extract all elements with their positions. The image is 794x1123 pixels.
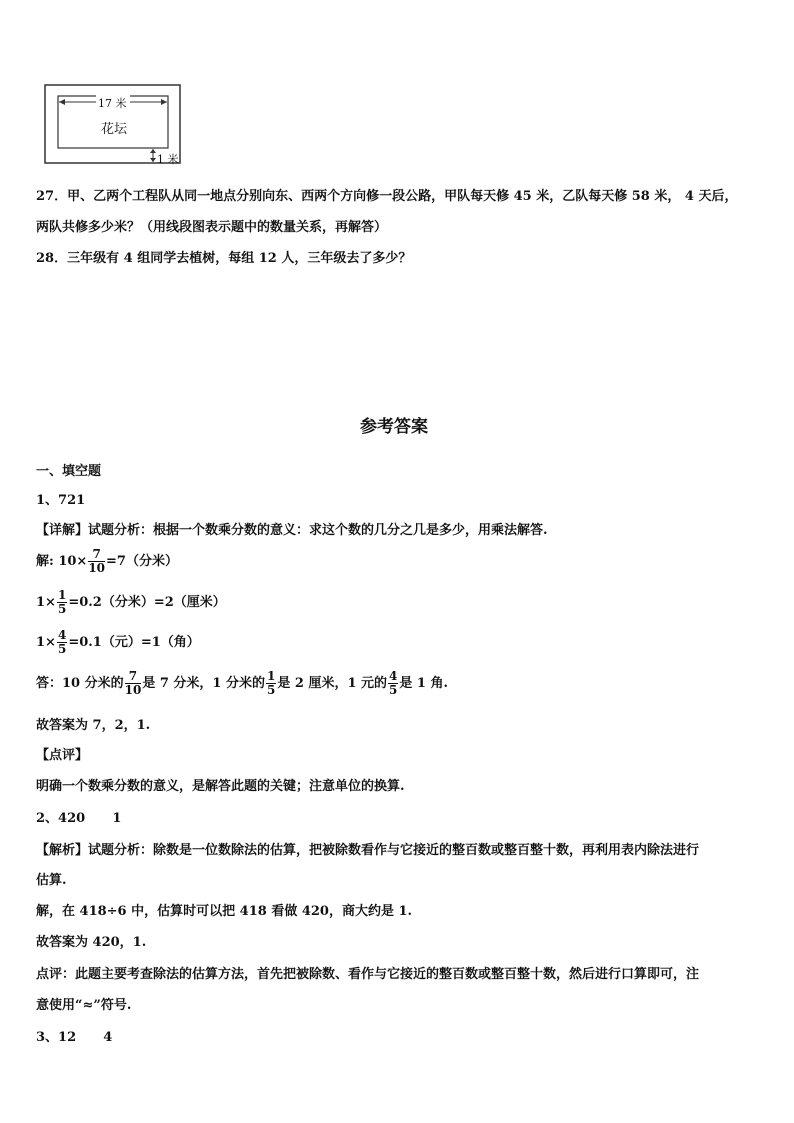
conclusion-part-e: 是 1 角. (399, 676, 449, 691)
answer-1-final: 故答案为 7，2，1. (36, 718, 151, 733)
answer-2-head: 2、420 1 (36, 811, 122, 826)
answer-1-step3 (36, 629, 200, 656)
diagram-center-label: 花坛 (101, 122, 128, 137)
answer-2-analysis-line1: 【解析】试题分析：除数是一位数除法的估算，把被除数看作与它接近的整百数或整百整十数，再利用表内除法进行 (36, 843, 700, 858)
diagram-width-label: 1 米 (157, 153, 179, 166)
step2-suffix: =0.2（分米）=2（厘米） (68, 595, 226, 610)
conclusion-part-b: 是 7 分米，1 分米的 (142, 676, 265, 691)
answer-3-head: 3、12 4 (36, 1030, 113, 1045)
fraction-1-5: $\frac{1}{5}$ (57, 588, 67, 616)
fraction-7-10: $\frac{7}{10}$ (88, 547, 106, 575)
conclusion-part-c: 是 2 厘米，1 元的 (277, 676, 388, 691)
answer-1-head: 1、721 (36, 493, 86, 508)
answer-2-note-line2: 意使用“≈”符号. (36, 998, 132, 1013)
fraction-1-5: $\frac{1}{5}$ (267, 669, 276, 697)
fraction-4-5: $\frac{4}{5}$ (389, 669, 398, 697)
q27-line1: 27．甲、乙两个工程队从同一地点分别向东、西两个方向修一段公路，甲队每天修 45 米，乙队每天修 58 米， 4 天后， (36, 189, 738, 204)
step3-prefix: 1× (36, 635, 56, 650)
q28-text: 28．三年级有 4 组同学去植树，每组 12 人，三年级去了多少？ (36, 251, 412, 266)
step1-prefix: 解: 10× (36, 554, 88, 569)
q27-line2: 两队共修多少米？（用线段图表示题中的数量关系，再解答） (36, 220, 388, 235)
diagram-length-label: 17 米 (98, 97, 127, 110)
answer-1-detail: 【详解】试题分析：根据一个数乘分数的意义：求这个数的几分之几是多少，用乘法解答. (36, 523, 548, 538)
section-fill-blank: 一、填空题 (36, 464, 102, 479)
fraction-7-10: $\frac{7}{10}$ (124, 669, 142, 697)
step3-suffix: =0.1（元）=1（角） (68, 635, 200, 650)
answer-2-analysis-line2: 估算. (36, 873, 67, 888)
fraction-4-5: $\frac{4}{5}$ (57, 628, 67, 656)
answer-1-review-head: 【点评】 (36, 748, 89, 763)
answer-2-final: 故答案为 420，1. (36, 935, 147, 950)
answers-title: 参考答案 (360, 417, 428, 437)
step1-suffix: =7（分米） (106, 554, 178, 569)
conclusion-part-a: 答：10 分米的 (36, 676, 124, 691)
answer-1-conclusion (36, 670, 448, 697)
answer-1-review: 明确一个数乘分数的意义，是解答此题的关键；注意单位的换算. (36, 779, 405, 794)
answer-1-step1 (36, 548, 178, 575)
step2-prefix: 1× (36, 595, 56, 610)
answer-1-step2 (36, 589, 226, 616)
answer-2-solution: 解，在 418÷6 中，估算时可以把 418 看做 420，商大约是 1. (36, 904, 413, 919)
answer-2-note-line1: 点评：此题主要考查除法的估算方法，首先把被除数、看作与它接近的整百数或整百整十数，然后进行口算即可，注 (36, 967, 700, 982)
